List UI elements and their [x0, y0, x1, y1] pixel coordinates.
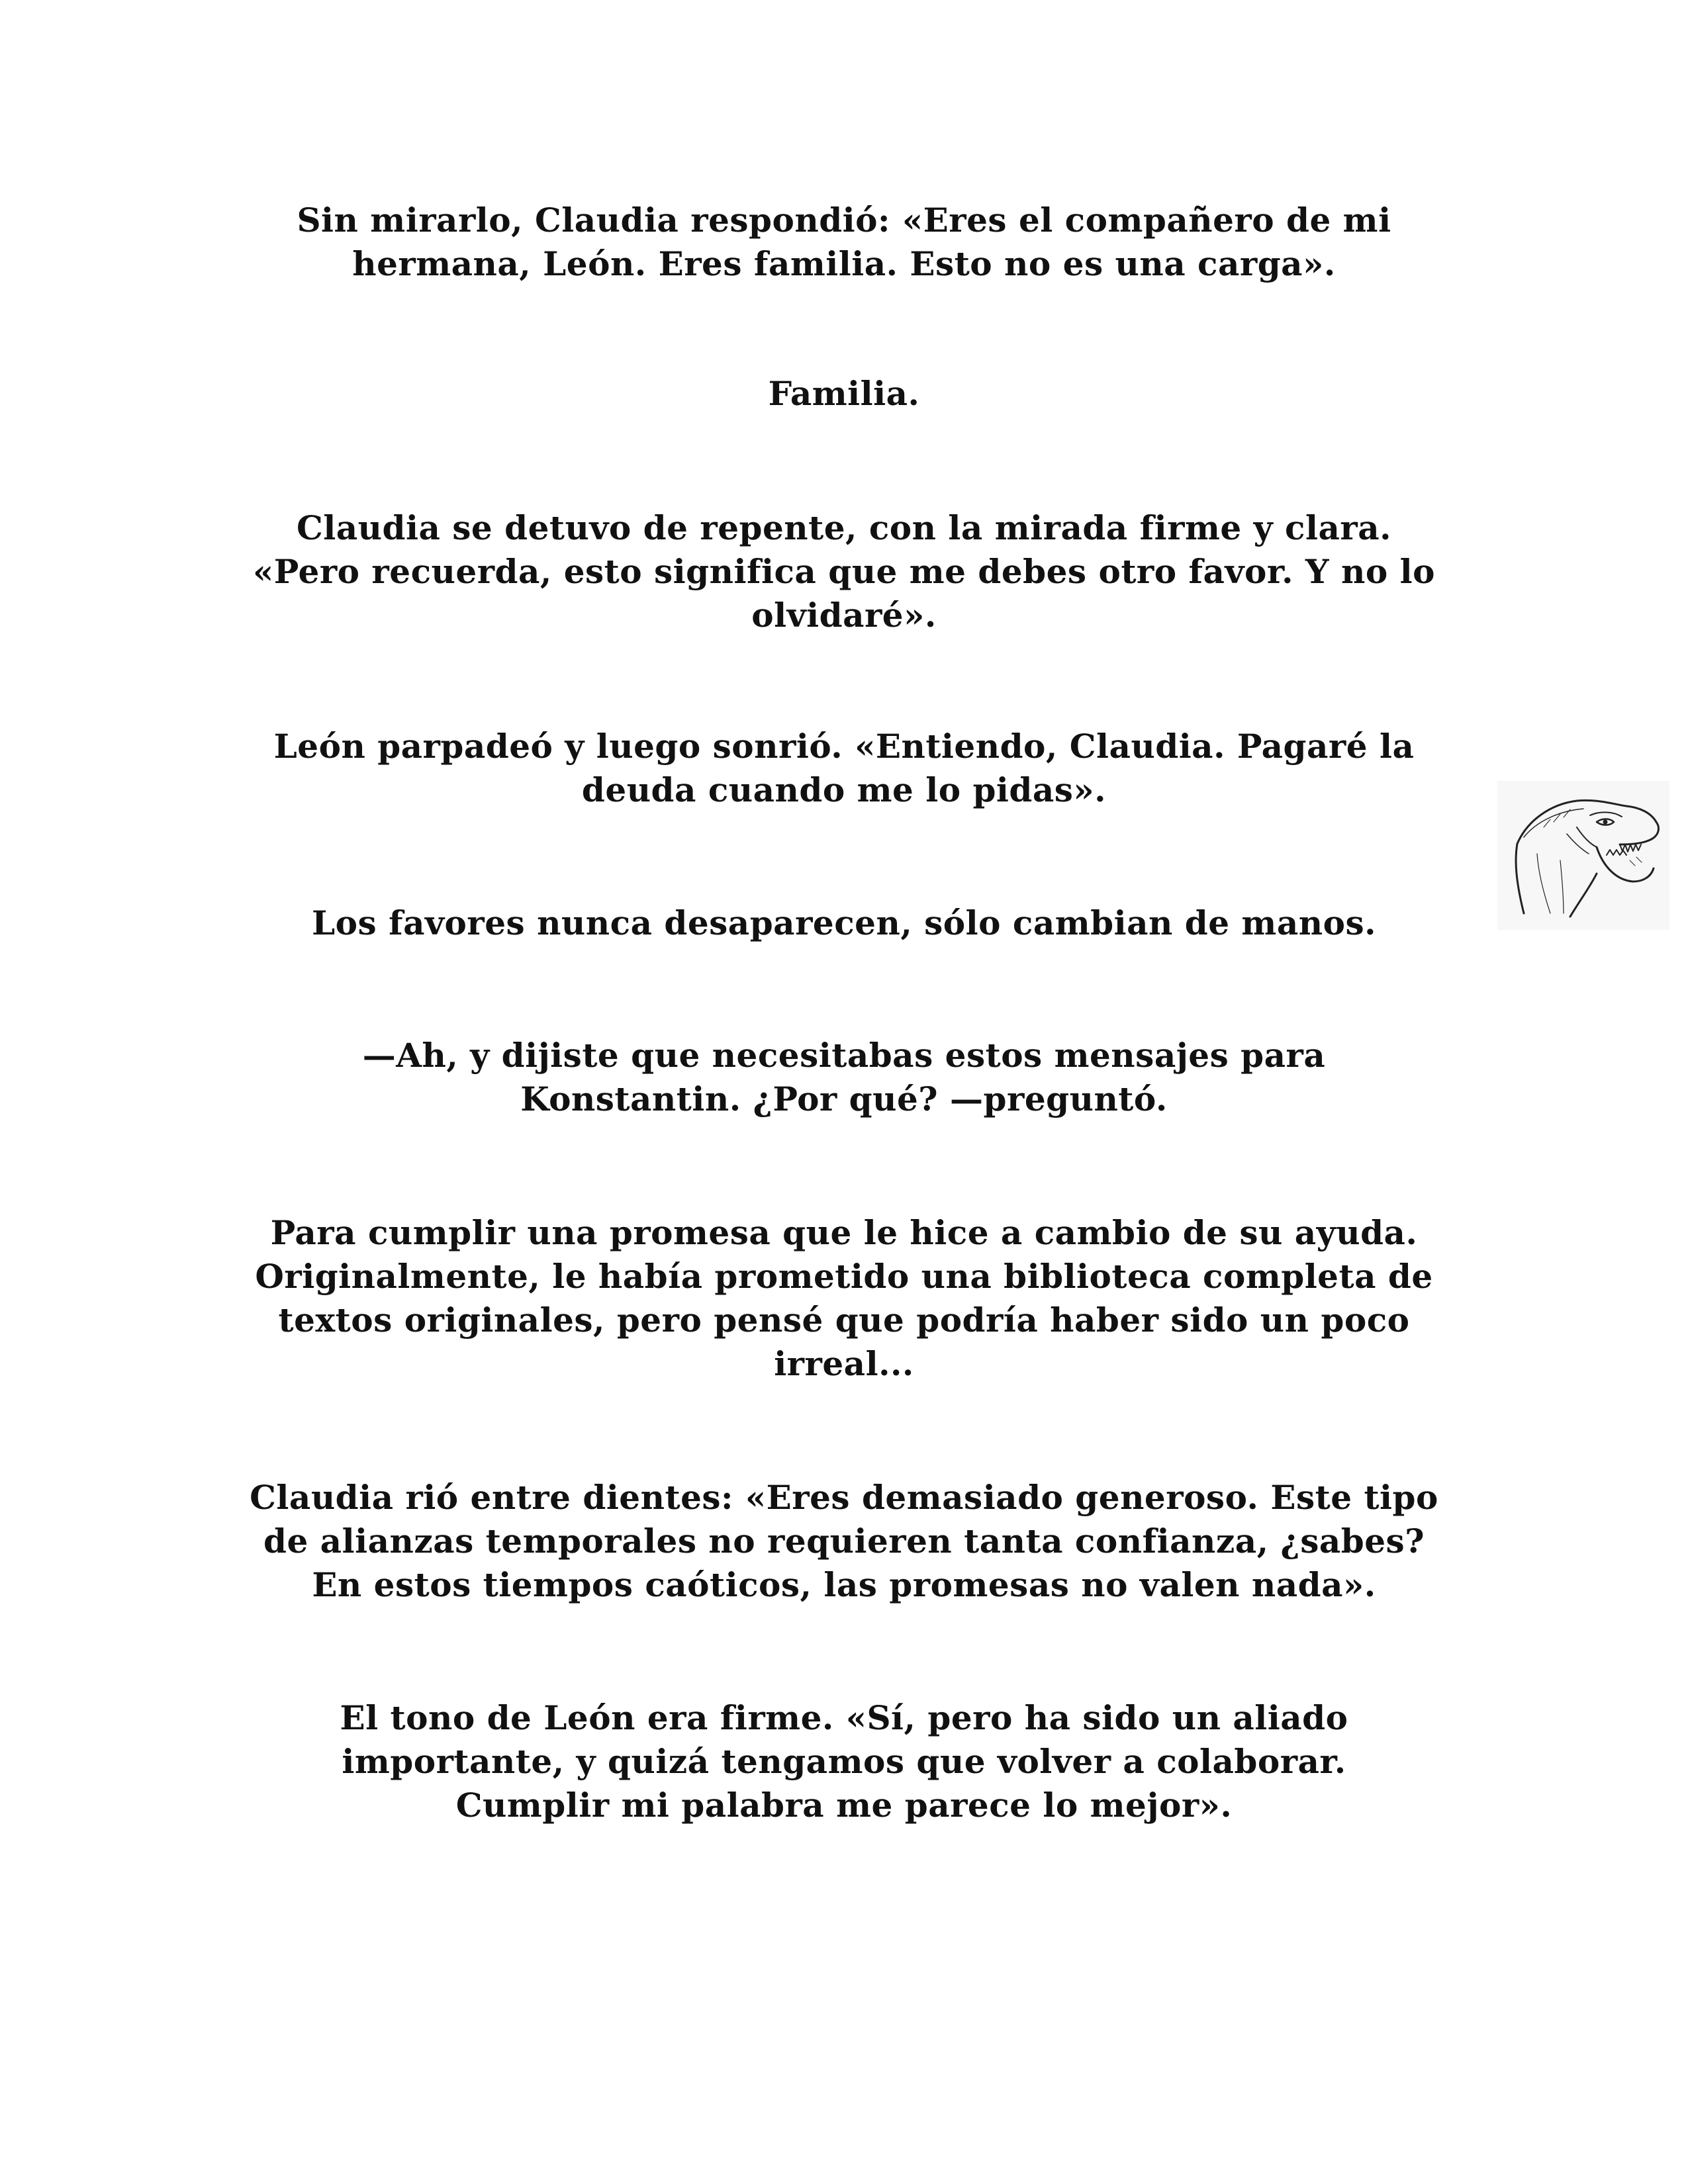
text-line: Cumplir mi palabra me parece lo mejor».: [455, 1786, 1233, 1825]
text-line: El tono de León era firme. «Sí, pero ha sido un aliado: [340, 1698, 1348, 1737]
text-line: importante, y quizá tengamos que volver a colaborar.: [342, 1742, 1346, 1781]
text-line: En estos tiempos caóticos, las promesas no valen nada».: [312, 1565, 1376, 1604]
paragraph-7: [199, 1211, 1489, 1386]
paragraph-3: [199, 506, 1489, 637]
dinosaur-head-sketch-icon: [1497, 781, 1669, 930]
paragraph-9: [199, 1696, 1489, 1827]
text-line: Familia.: [768, 374, 920, 413]
text-line: Claudia rió entre dientes: «Eres demasiado generoso. Este tipo: [250, 1478, 1438, 1517]
paragraph-4: [199, 725, 1489, 812]
paragraph-2: [199, 372, 1489, 416]
text-line: deuda cuando me lo pidas».: [581, 770, 1107, 809]
text-line: irreal...: [774, 1344, 914, 1383]
text-line: León parpadeó y luego sonrió. «Entiendo, Claudia. Pagaré la: [273, 727, 1415, 766]
text-line: Originalmente, le había prometido una biblioteca completa de: [255, 1257, 1433, 1296]
text-line: hermana, León. Eres familia. Esto no es una carga».: [352, 244, 1336, 283]
text-line: Sin mirarlo, Claudia respondió: «Eres el compañero de mi: [297, 201, 1391, 240]
text-line: —Ah, y dijiste que necesitabas estos mensajes para: [362, 1036, 1326, 1075]
paragraph-5: [199, 901, 1489, 945]
text-line: textos originales, pero pensé que podría haber sido un poco: [278, 1300, 1410, 1340]
text-line: Claudia se detuvo de repente, con la mirada firme y clara.: [296, 508, 1392, 547]
paragraph-1: [199, 199, 1489, 286]
text-line: olvidaré».: [751, 596, 937, 635]
text-line: de alianzas temporales no requieren tanta confianza, ¿sabes?: [263, 1522, 1425, 1561]
text-line: Konstantin. ¿Por qué? —preguntó.: [520, 1079, 1168, 1118]
paragraph-8: [199, 1476, 1489, 1607]
text-line: «Pero recuerda, esto significa que me debes otro favor. Y no lo: [253, 552, 1435, 591]
text-line: Los favores nunca desaparecen, sólo cambian de manos.: [312, 903, 1376, 942]
text-line: Para cumplir una promesa que le hice a cambio de su ayuda.: [270, 1213, 1418, 1252]
paragraph-6: [199, 1034, 1489, 1121]
